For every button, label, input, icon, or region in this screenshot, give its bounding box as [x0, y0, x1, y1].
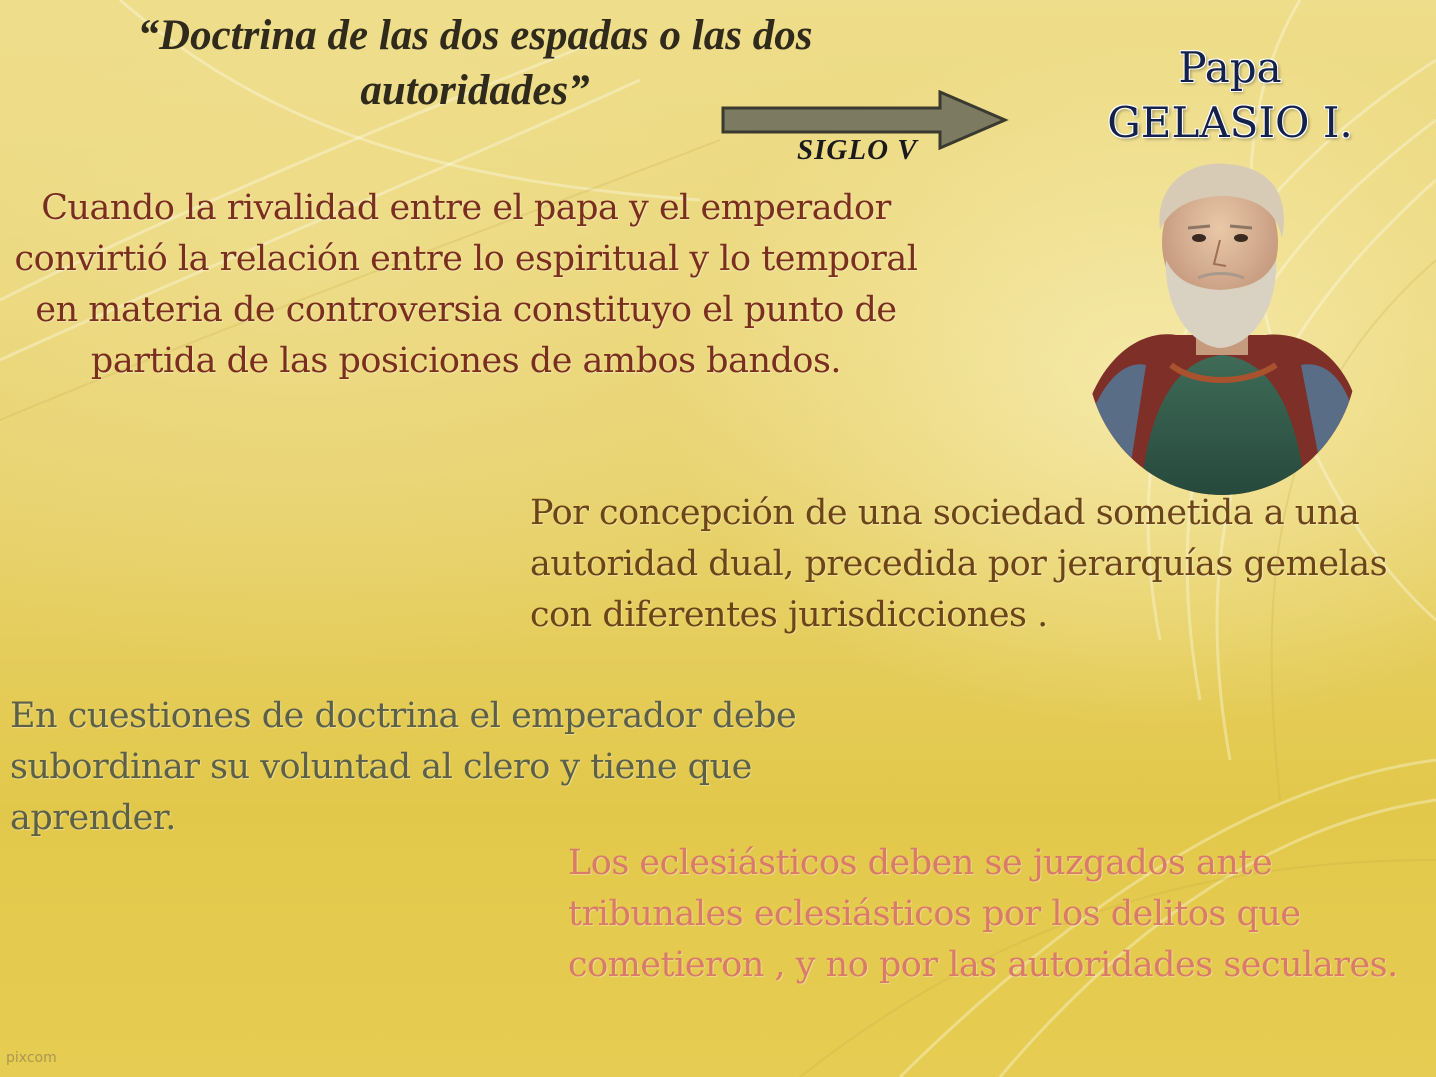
watermark-logo: pixcom	[6, 1050, 57, 1066]
slide-title: “Doctrina de las dos espadas o las dos autoridades”	[137, 12, 813, 114]
century-label: SIGLO V	[797, 134, 918, 166]
paragraph-doctrine: En cuestiones de doctrina el emperador debe subordinar su voluntad al clero y tiene que aprender.	[10, 696, 797, 838]
paragraph-ecclesiastics: Los eclesiásticos deben se juzgados ante tribunales eclesiásticos por los delitos que cometieron , y no por las autoridades seculares.	[568, 843, 1398, 985]
pope-title-line: Papa	[1178, 43, 1282, 92]
portrait-pope-gelasius	[1086, 160, 1358, 499]
pope-name	[1090, 40, 1370, 150]
pope-name-line: GELASIO I.	[1107, 98, 1353, 147]
paragraph-rivalry: Cuando la rivalidad entre el papa y el emperador convirtió la relación entre lo espiritual y lo temporal en materia de controversia constituyo el punto de partida de las posiciones de ambos bandos.	[14, 188, 918, 381]
paragraph-dual-authority: Por concepción de una sociedad sometida a una autoridad dual, precedida por jerarquías gemelas con diferentes jurisdicciones .	[530, 493, 1388, 635]
